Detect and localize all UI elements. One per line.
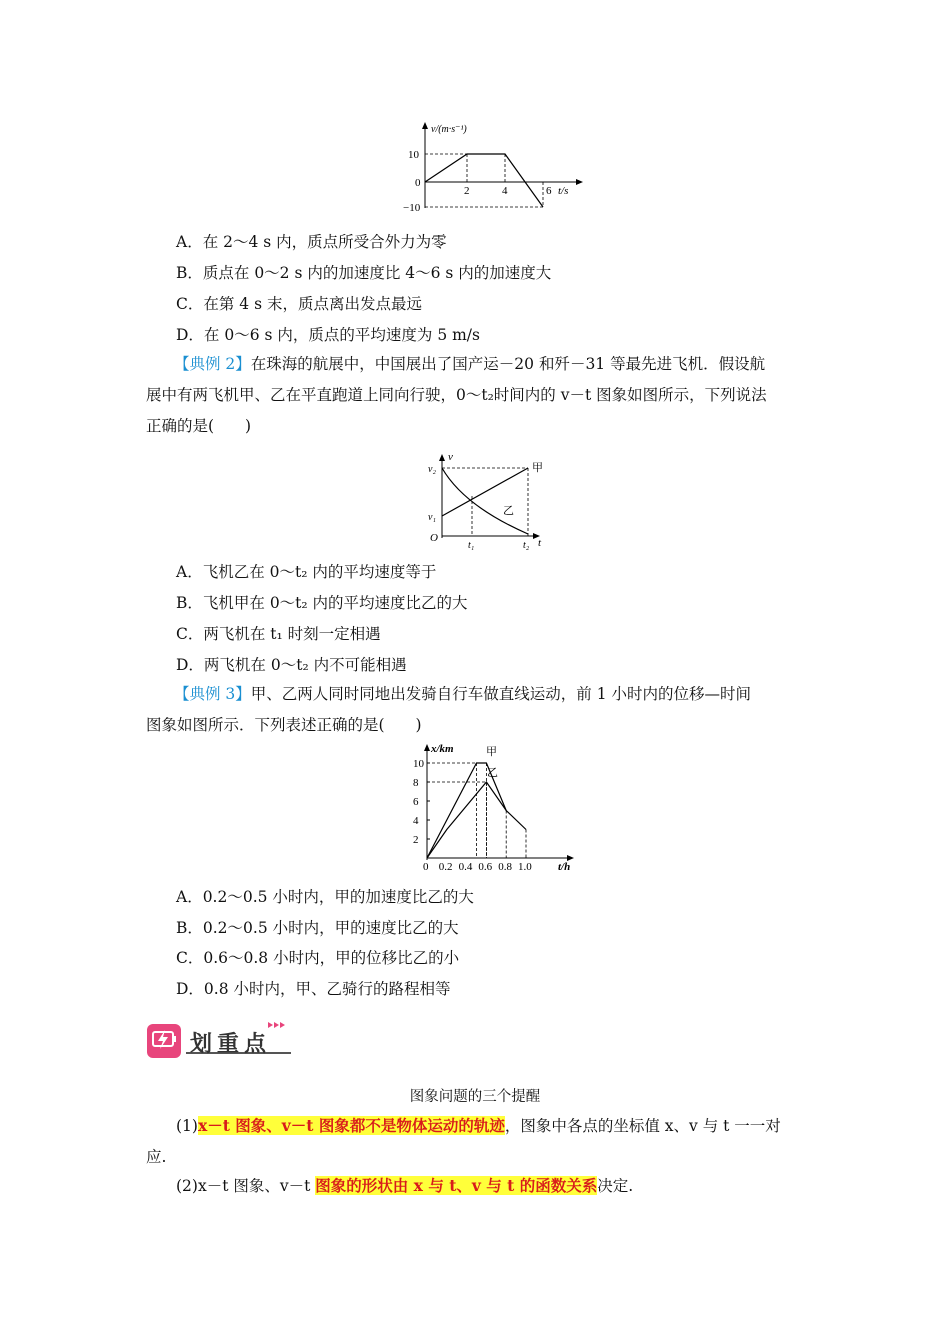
fig3-xtick: 0.8: [498, 861, 512, 873]
fig2-yi: 乙: [503, 505, 514, 517]
fig2-yi-curve: [442, 468, 528, 534]
tip-2-highlight: 图象的形状由 x 与 t、v 与 t 的函数关系: [315, 1176, 598, 1195]
q2-option-c: C．两飞机在 t₁ 时刻一定相遇: [176, 625, 381, 643]
fig3-jia-label: 甲: [486, 746, 497, 758]
fig2-t2: t₂: [523, 540, 530, 551]
fig3-xlabel: t/h: [558, 861, 571, 873]
figure-2-vt-graph: [420, 448, 560, 552]
fig2-v1: v₁: [428, 512, 436, 523]
figure-3-xt-graph: [400, 740, 590, 874]
fig1-xtick-4: 4: [502, 185, 508, 197]
fig1-xtick-2: 2: [464, 185, 470, 197]
key-points-badge: [146, 1016, 306, 1066]
fig3-ytick: 2: [413, 834, 419, 846]
fig3-ytick: 10: [413, 758, 424, 770]
fig2-v2: v₂: [428, 464, 436, 475]
q3-option-c: C．0.6～0.8 小时内，甲的位移比乙的小: [176, 949, 460, 967]
fig3-ylabel: x/km: [431, 743, 454, 755]
fig3-xtick: 0.4: [458, 861, 473, 873]
q1-option-d: D．在 0～6 s 内，质点的平均速度为 5 m/s: [176, 326, 480, 344]
fig3-ytick: 8: [413, 777, 419, 789]
q2-option-b: B．飞机甲在 0～t₂ 内的平均速度比乙的大: [176, 594, 468, 612]
section-title: 图象问题的三个提醒: [409, 1089, 541, 1105]
fig3-ytick: 6: [413, 796, 419, 808]
tip-1-highlight: x－t 图象、v－t 图象都不是物体运动的轨迹: [197, 1116, 505, 1135]
fig3-xtick: 1.0: [518, 861, 532, 873]
example-2: 【典例 2】在珠海的航展中，中国展出了国产运－20 和歼－31 等最先进飞机．假设航 展中有两飞机甲、乙在平直跑道上同向行驶，0～t₂时间内的 v－t 图象如图所示，下列说法 正确的是( ): [146, 355, 767, 435]
example-2-tag: 【典例 2】: [174, 355, 251, 373]
fig3-xtick: 0.2: [438, 861, 453, 873]
fig1-line: [425, 154, 543, 207]
fig3-ytick: 4: [413, 815, 419, 827]
fig1-ylabel: v/(m·s⁻¹): [431, 124, 467, 135]
tip-2: (2)x－t 图象、v－t 图象的形状由 x 与 t、v 与 t 的函数关系决定.: [176, 1176, 634, 1195]
q2-option-a: A．飞机乙在 0～t₂ 内的平均速度等于: [176, 563, 437, 581]
fig1-xlabel: t/s: [558, 185, 569, 197]
q1-option-b: B．质点在 0～2 s 内的加速度比 4～6 s 内的加速度大: [176, 264, 552, 282]
fig3-yi-label: 乙: [487, 767, 498, 779]
example-3-tag: 【典例 3】: [174, 685, 251, 703]
fig1-origin: 0: [415, 177, 421, 189]
q1-option-a: A．在 2～4 s 内，质点所受合外力为零: [176, 233, 447, 251]
example-3: 【典例 3】甲、乙两人同时同地出发骑自行车做直线运动，前 1 小时内的位移—时间 图象如图所示．下列表述正确的是( ): [146, 685, 752, 734]
fig1-xtick-6: 6: [546, 185, 552, 197]
figure-1-vt-graph: [395, 118, 585, 218]
badge-text: 划重点: [190, 1032, 272, 1057]
fig1-ytick-10: 10: [408, 149, 419, 161]
q1-option-c: C．在第 4 s 末，质点离出发点最远: [176, 295, 422, 313]
tip-1: (1)x－t 图象、v－t 图象都不是物体运动的轨迹，图象中各点的坐标值 x、v 与 t 一一对 应.: [146, 1116, 781, 1166]
fig3-xtick: 0: [423, 861, 429, 873]
q3-option-b: B．0.2～0.5 小时内，甲的速度比乙的大: [176, 919, 459, 937]
q3-option-a: A．0.2～0.5 小时内，甲的加速度比乙的大: [176, 888, 474, 906]
fig3-xtick: 0.6: [478, 861, 493, 873]
fig2-origin: O: [430, 532, 438, 544]
fig2-jia-line: [442, 468, 528, 516]
fig2-ylabel: v: [448, 451, 453, 463]
fig1-ytick-neg10: −10: [403, 202, 421, 214]
q2-option-d: D．两飞机在 0～t₂ 内不可能相遇: [176, 656, 407, 674]
fig2-jia: 甲: [532, 462, 543, 474]
q3-option-d: D．0.8 小时内，甲、乙骑行的路程相等: [176, 980, 451, 998]
fig2-t1: t₁: [468, 540, 475, 551]
fig2-xlabel: t: [538, 537, 542, 549]
